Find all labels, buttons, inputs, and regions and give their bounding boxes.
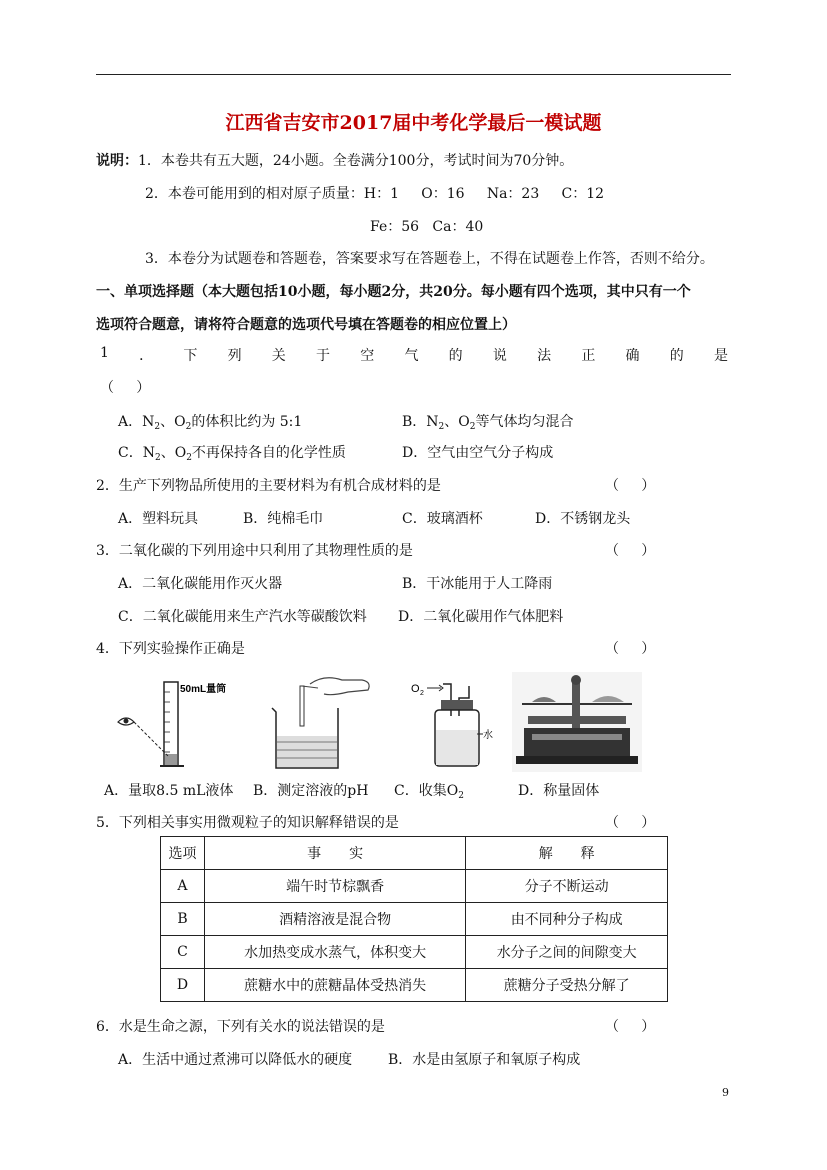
q1-option-b — [402, 411, 574, 432]
svg-text:2: 2 — [420, 690, 424, 697]
q1-char: 确 — [625, 348, 640, 364]
table-cell: D — [161, 969, 205, 1002]
note-2b: Fe：56 Ca：40 — [370, 219, 484, 235]
q4-option-b: B．测定溶液的pH — [253, 783, 369, 799]
q6-stem: 6．水是生命之源，下列有关水的说法错误的是 — [96, 1019, 385, 1035]
q4-stem: 4．下列实验操作正确是 — [96, 641, 245, 657]
q1-answer-paren: （ ） — [100, 380, 151, 396]
table-cell: 酒精溶液是混合物 — [204, 903, 465, 936]
q1-option-a — [118, 411, 302, 432]
table-header: 事 实 — [204, 837, 465, 870]
table-cell: 端午时节棕飘香 — [204, 870, 465, 903]
q1-a-text-2: 、O — [160, 414, 186, 430]
q1-c-text-3: 不再保持各自的化学性质 — [191, 445, 346, 461]
cylinder-label: 50mL量筒 — [180, 684, 227, 695]
q2-option-a: A．塑料玩具 — [118, 511, 199, 527]
q1-char: 气 — [404, 348, 419, 364]
q1-option-c — [118, 442, 346, 463]
subscript: 2 — [438, 422, 445, 432]
table-cell: 分子不断运动 — [466, 870, 668, 903]
table-cell: 蔗糖水中的蔗糖晶体受热消失 — [204, 969, 465, 1002]
q1-char: 是 — [713, 348, 728, 364]
q1-b-text-3: 等气体均匀混合 — [475, 414, 574, 430]
q1-char: 的 — [669, 348, 684, 364]
notes-label: 说明： — [96, 153, 138, 169]
eye-icon — [118, 718, 134, 725]
q1-char: 1 — [100, 345, 109, 361]
q1-b-text-1: B．N — [402, 414, 439, 430]
subscript: 2 — [469, 422, 476, 432]
q1-a-text-3: 的体积比约为 5:1 — [191, 414, 303, 430]
table-cell: 水分子之间的间隙变大 — [466, 936, 668, 969]
table-row — [161, 936, 668, 969]
subscript: 2 — [154, 422, 161, 432]
note-1: 1．本卷共有五大题，24小题。全卷满分100分，考试时间为70分钟。 — [138, 153, 574, 169]
section-1-line-2: 选项符合题意，请将符合题意的选项代号填在答题卷的相应位置上） — [96, 317, 516, 333]
q1-char: ． — [139, 348, 154, 364]
q1-stem — [100, 345, 728, 365]
table-row — [161, 870, 668, 903]
q6-answer-paren: （ ） — [605, 1019, 656, 1035]
table-header-row — [161, 837, 668, 870]
q1-char: 关 — [271, 348, 286, 364]
q5-table — [160, 836, 668, 1002]
q4-c-text: C．收集O — [394, 783, 459, 799]
table-header: 选项 — [161, 837, 205, 870]
table-cell: 水加热变成水蒸气，体积变大 — [204, 936, 465, 969]
table-cell: C — [161, 936, 205, 969]
ph-test-figure — [262, 670, 382, 774]
q1-char: 法 — [537, 348, 552, 364]
q1-char: 于 — [316, 348, 331, 364]
graduated-cylinder-figure — [112, 672, 242, 772]
q1-char: 正 — [581, 348, 596, 364]
q3-stem: 3．二氧化碳的下列用途中只利用了其物理性质的是 — [96, 543, 413, 559]
gas-collection-figure — [405, 676, 505, 772]
q2-stem: 2．生产下列物品所使用的主要材料为有机合成材料的是 — [96, 478, 441, 494]
q1-c-text-2: 、O — [160, 445, 187, 461]
balance-figure — [512, 672, 642, 772]
table-cell: 由不同种分子构成 — [466, 903, 668, 936]
notes-line-1 — [96, 150, 573, 170]
q1-a-text-1: A．N — [118, 414, 155, 430]
section-1-line-1: 一、单项选择题（本大题包括10小题，每小题2分，共20分。每小题有四个选项，其中只有一个 — [96, 284, 691, 300]
q2-option-c: C．玻璃酒杯 — [402, 511, 483, 527]
q1-char: 空 — [360, 348, 375, 364]
q4-answer-paren: （ ） — [605, 641, 656, 657]
header-rule — [96, 74, 731, 75]
q3-option-b: B．干冰能用于人工降雨 — [402, 576, 553, 592]
q4-option-d: D．称量固体 — [518, 783, 600, 799]
q1-char: 说 — [492, 348, 507, 364]
q5-answer-paren: （ ） — [605, 815, 656, 831]
q4-option-a: A．量取8.5 mL液体 — [104, 783, 234, 799]
subscript: 2 — [458, 791, 464, 801]
q1-b-text-2: 、O — [444, 414, 470, 430]
subscript: 2 — [185, 422, 192, 432]
table-row — [161, 969, 668, 1002]
q1-char: 下 — [183, 348, 198, 364]
q1-char: 的 — [448, 348, 463, 364]
q2-option-b: B．纯棉毛巾 — [243, 511, 324, 527]
q1-char: 列 — [227, 348, 242, 364]
note-3: 3．本卷分为试题卷和答题卷，答案要求写在答题卷上，不得在试题卷上作答，否则不给分。 — [145, 251, 714, 267]
q3-answer-paren: （ ） — [605, 543, 656, 559]
q3-option-c: C．二氧化碳能用来生产汽水等碳酸饮料 — [118, 609, 367, 625]
q6-option-a: A．生活中通过煮沸可以降低水的硬度 — [118, 1052, 353, 1068]
subscript: 2 — [154, 453, 161, 463]
note-2: 2．本卷可能用到的相对原子质量：H：1 O：16 Na：23 C：12 — [145, 186, 605, 202]
q6-option-b: B．水是由氢原子和氧原子构成 — [388, 1052, 581, 1068]
table-header: 解 释 — [466, 837, 668, 870]
water-label: 水 — [483, 730, 493, 741]
q4-option-c — [394, 780, 464, 801]
subscript: 2 — [186, 453, 192, 463]
q3-option-d: D．二氧化碳用作气体肥料 — [398, 609, 564, 625]
q2-answer-paren: （ ） — [605, 478, 656, 494]
table-row — [161, 903, 668, 936]
q5-stem: 5．下列相关事实用微观粒子的知识解释错误的是 — [96, 815, 399, 831]
table-cell: 蔗糖分子受热分解了 — [466, 969, 668, 1002]
q2-option-d: D．不锈钢龙头 — [535, 511, 631, 527]
table-cell: B — [161, 903, 205, 936]
q1-option-d: D．空气由空气分子构成 — [402, 445, 554, 461]
q1-c-text-1: C．N — [118, 445, 155, 461]
gas-label: O — [411, 683, 420, 695]
page-title: 江西省吉安市2017届中考化学最后一模试题 — [225, 112, 602, 134]
table-cell: A — [161, 870, 205, 903]
q3-option-a: A．二氧化碳能用作灭火器 — [118, 576, 283, 592]
page-number: 9 — [722, 1086, 729, 1099]
